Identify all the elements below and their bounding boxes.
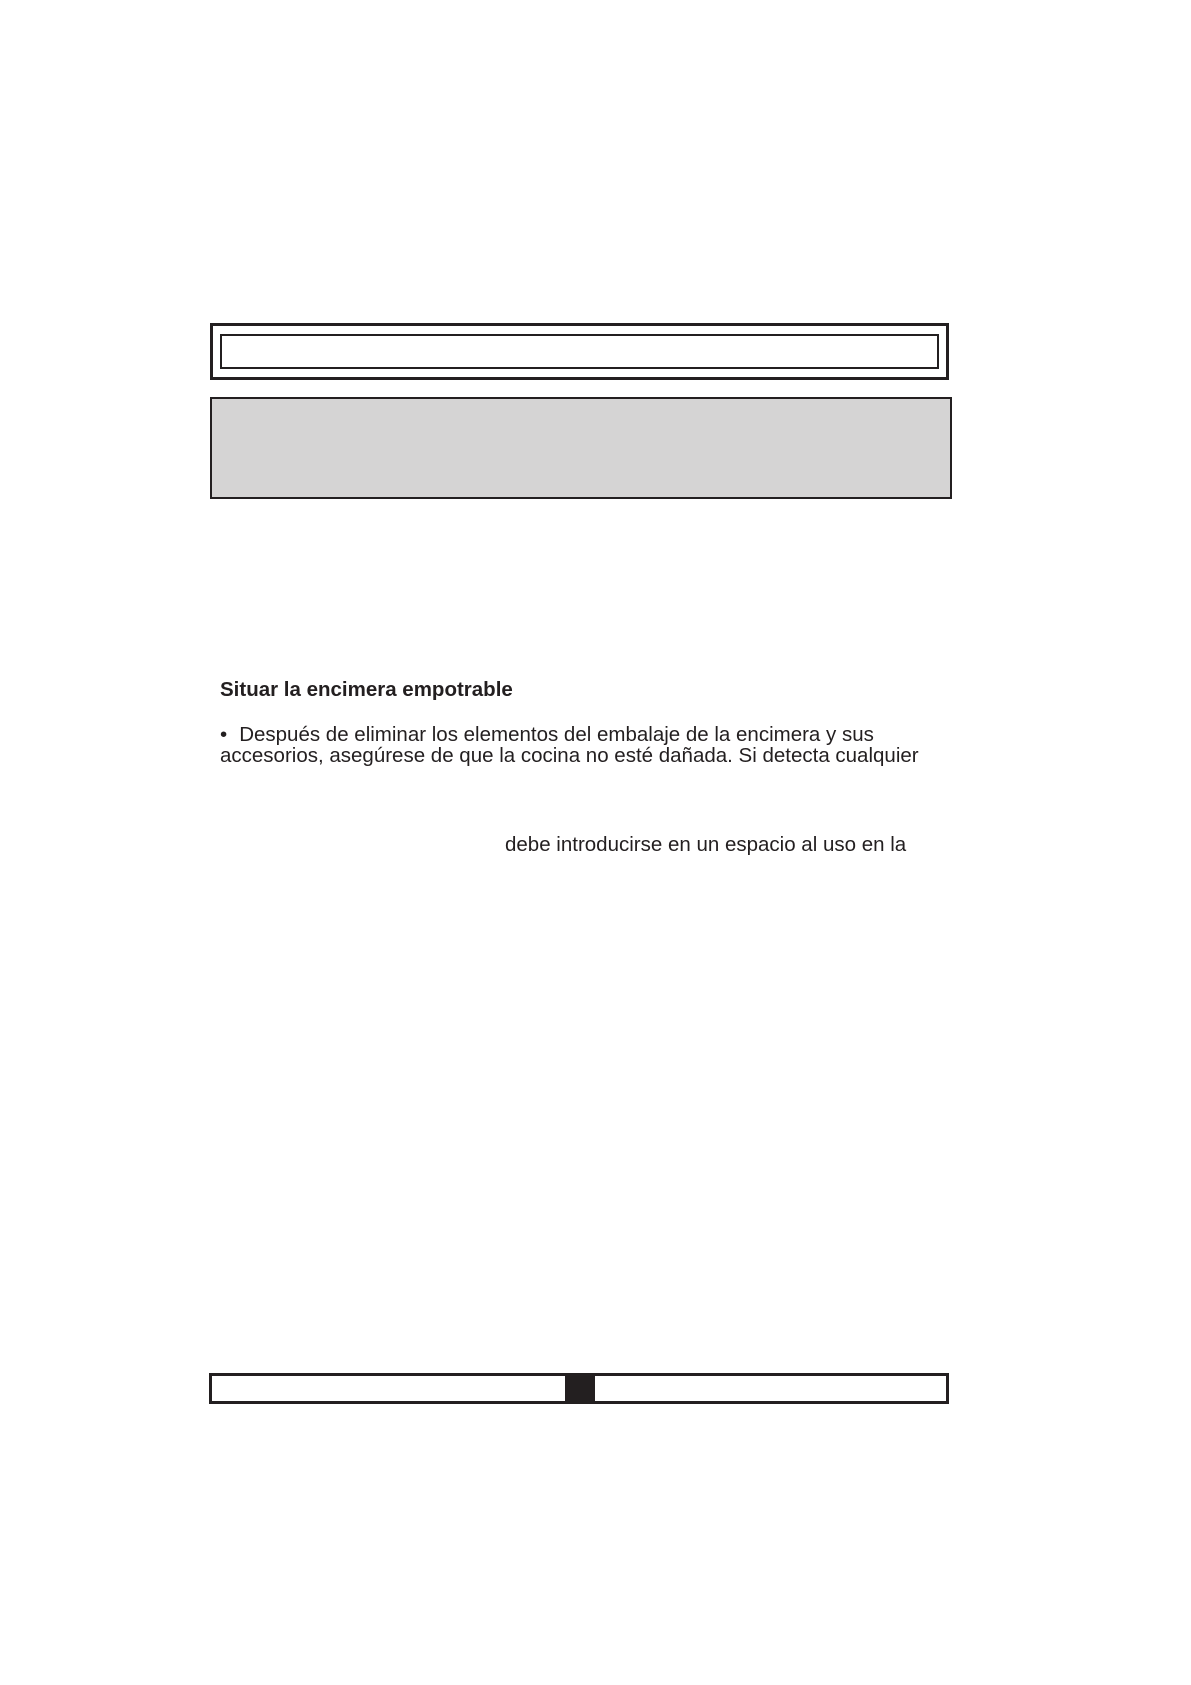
page-number-block [565,1373,595,1404]
bullet-icon: • [220,723,228,746]
section-heading: Situar la encimera empotrable [220,678,513,701]
body-text-line-3: debe introducirse en un espacio al uso en la [505,833,907,856]
page-footer-bar [209,1373,949,1404]
chapter-title-frame [210,323,949,380]
body-text-line-1-content: Después de eliminar los elementos del embalaje de la encimera y sus [239,723,874,746]
body-text-line-2: accesorios, asegúrese de que la cocina no esté dañada. Si detecta cualquier [220,744,919,767]
chapter-title-inner-frame [220,334,939,369]
note-box [210,397,952,499]
